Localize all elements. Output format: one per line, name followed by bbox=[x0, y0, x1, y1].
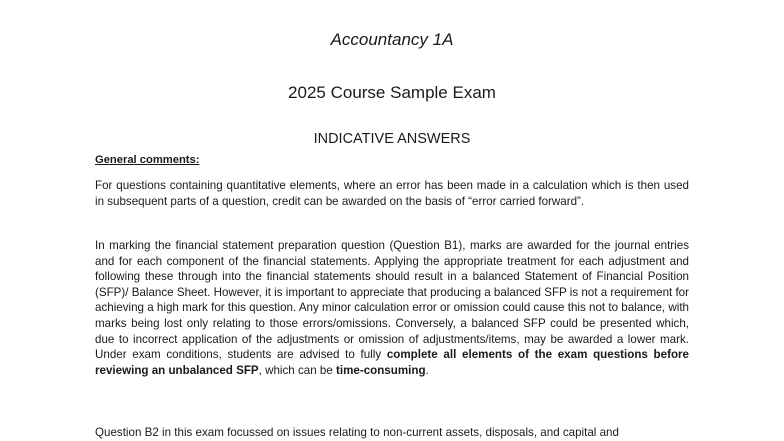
paragraph-text-end: . bbox=[425, 363, 429, 377]
paragraph-marking-b1 bbox=[95, 238, 689, 378]
bold-advice: complete all elements of the exam questions before reviewing an unbalanced SFP bbox=[95, 348, 689, 377]
document-title: Accountancy 1A bbox=[330, 30, 454, 49]
bold-time-consuming: time-consuming bbox=[336, 363, 426, 377]
paragraph-text-mid: , which can be bbox=[258, 363, 336, 377]
section-title: INDICATIVE ANSWERS bbox=[313, 131, 471, 147]
general-comments-heading: General comments: bbox=[95, 154, 200, 166]
paragraph-error-carried-forward: For questions containing quantitative elements, where an error has been made in a calculation which is then used in subsequent parts of a question, credit can be awarded on the basis of “error carried forward”. bbox=[95, 179, 689, 208]
paragraph-question-b2: Question B2 in this exam focussed on issues relating to non-current assets, disposals, and capital and bbox=[95, 426, 619, 439]
paragraph-text: In marking the financial statement preparation question (Question B1), marks are awarded for the journal entries and for each component of the financial statements. Applying the appropriate treatment for each adjustment and following these through into the financial statements should result in a balanced Statement of Financial Position (SFP)/ Balance Sheet. However, it is important to appreciate that producing a balanced SFP is not a requirement for achieving a high mark for this question. Any minor calculation error or omission could cause this not to balance, with marks being lost only relating to those errors/omissions. Conversely, a balanced SFP could be presented which, due to incorrect application of the adjustments or omission of adjustments/items, may be awarded a lower mark. Under exam conditions, students are advised to fully bbox=[95, 239, 689, 362]
document-subtitle: 2025 Course Sample Exam bbox=[288, 83, 496, 102]
